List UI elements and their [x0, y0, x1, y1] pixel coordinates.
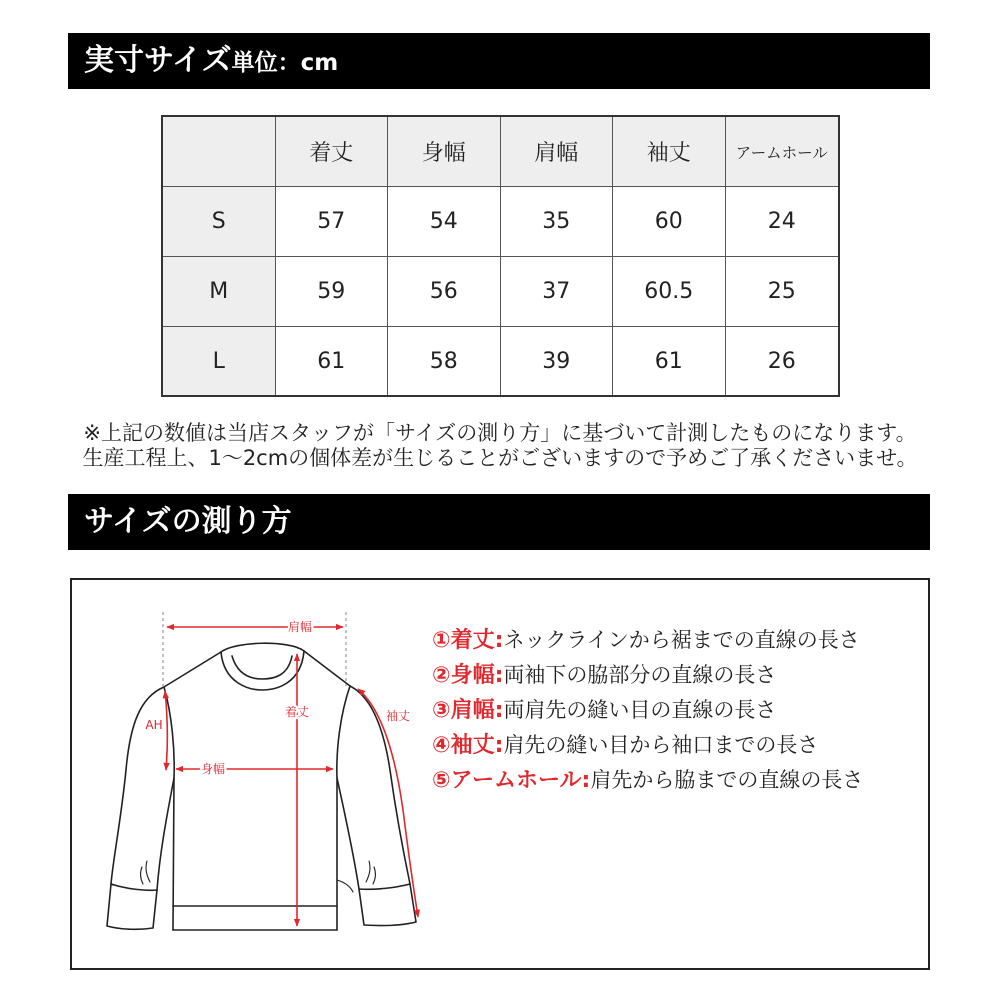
table-cell: 24	[726, 187, 839, 257]
length-label: 着丈	[284, 705, 310, 719]
measurement-arrows	[165, 627, 418, 926]
table-cell: 61	[276, 327, 389, 395]
table-cell: 61	[613, 327, 726, 395]
table-cell: 60.5	[613, 257, 726, 327]
shoulder-guides	[163, 612, 346, 688]
column-header-shoulder-width: 肩幅	[501, 117, 614, 187]
definition-label: ③肩幅:	[432, 698, 504, 723]
definition-label: ②身幅:	[432, 663, 504, 688]
body-width-label: 身幅	[200, 762, 226, 776]
left-sleeve-inner	[157, 778, 174, 890]
right-sleeve-inner	[337, 778, 359, 889]
row-header-size: L	[163, 327, 276, 395]
table-cell: 59	[276, 257, 389, 327]
definition-text: 肩先から脇までの直線の長さ	[590, 768, 864, 792]
armhole-arrow	[165, 691, 167, 770]
left-shoulder	[164, 652, 221, 687]
definition-text: ネックラインから裾までの直線の長さ	[503, 628, 860, 652]
definition-length	[432, 623, 863, 658]
sleeve-length-label: 袖丈	[385, 709, 411, 723]
table-cell: 26	[767, 348, 796, 374]
column-header-armhole: アームホール	[726, 117, 839, 187]
sweater-outline	[107, 643, 416, 930]
table-cell: 58	[388, 327, 501, 395]
table-cell: 54	[388, 187, 501, 257]
definition-text: 両肩先の縫い目の直線の長さ	[503, 698, 777, 722]
row-header-size: M	[163, 257, 276, 327]
size-header-title: 実寸サイズ	[84, 43, 232, 78]
back-neckline	[221, 643, 304, 652]
definition-shoulder-width	[432, 693, 863, 728]
hem-wrinkle	[337, 880, 353, 892]
definition-label: ⑤アームホール:	[432, 768, 591, 793]
measure-guide-box	[70, 578, 930, 970]
right-shoulder	[304, 651, 350, 686]
column-header-length: 着丈	[276, 117, 389, 187]
table-cell: 56	[388, 257, 501, 327]
shoulder-width-label: 肩幅	[287, 620, 313, 634]
size-header-text	[84, 33, 338, 93]
table-cell: 39	[501, 327, 614, 395]
measure-guide-header-bar	[68, 494, 930, 550]
definition-text: 肩先の縫い目から袖口までの長さ	[503, 733, 819, 757]
definition-armhole	[432, 763, 863, 798]
definition-sleeve-length	[432, 728, 863, 763]
table-cell: 25	[726, 257, 839, 327]
right-sleeve-wrinkle	[366, 861, 375, 884]
size-table	[161, 115, 840, 397]
note-line: 生産工程上、1〜2cmの個体差が生じることがございますので予めご了承くださいませ。	[82, 446, 918, 470]
column-header-body-width: 身幅	[388, 117, 501, 187]
left-sleeve-wrinkle	[141, 861, 150, 884]
definition-text: 両袖下の脇部分の直線の長さ	[503, 663, 777, 687]
size-header-bar	[68, 33, 930, 89]
table-cell: 57	[276, 187, 389, 257]
row-header-size: S	[163, 187, 276, 257]
table-cell: 35	[501, 187, 614, 257]
table-corner-cell	[163, 117, 276, 187]
note-line: ※上記の数値は当店スタッフが「サイズの測り方」に基づいて計測したものになります。	[83, 421, 917, 445]
definition-label: ①着丈:	[432, 628, 504, 653]
size-header-unit: 単位：cm	[231, 50, 339, 76]
armhole-label: AH	[145, 718, 163, 732]
right-cuff	[359, 884, 416, 926]
table-cell: 37	[501, 257, 614, 327]
column-header-sleeve-length: 袖丈	[613, 117, 726, 187]
measurement-notes	[0, 421, 1000, 471]
measurement-definitions	[432, 623, 863, 798]
definition-body-width	[432, 658, 863, 693]
definition-label: ④袖丈:	[432, 733, 504, 758]
table-cell: 60	[613, 187, 726, 257]
collar-inner	[232, 656, 292, 679]
measure-guide-title: サイズの測り方	[84, 504, 292, 539]
sweater-diagram	[72, 580, 452, 968]
left-sleeve-outer	[111, 687, 164, 884]
left-cuff	[107, 884, 157, 929]
